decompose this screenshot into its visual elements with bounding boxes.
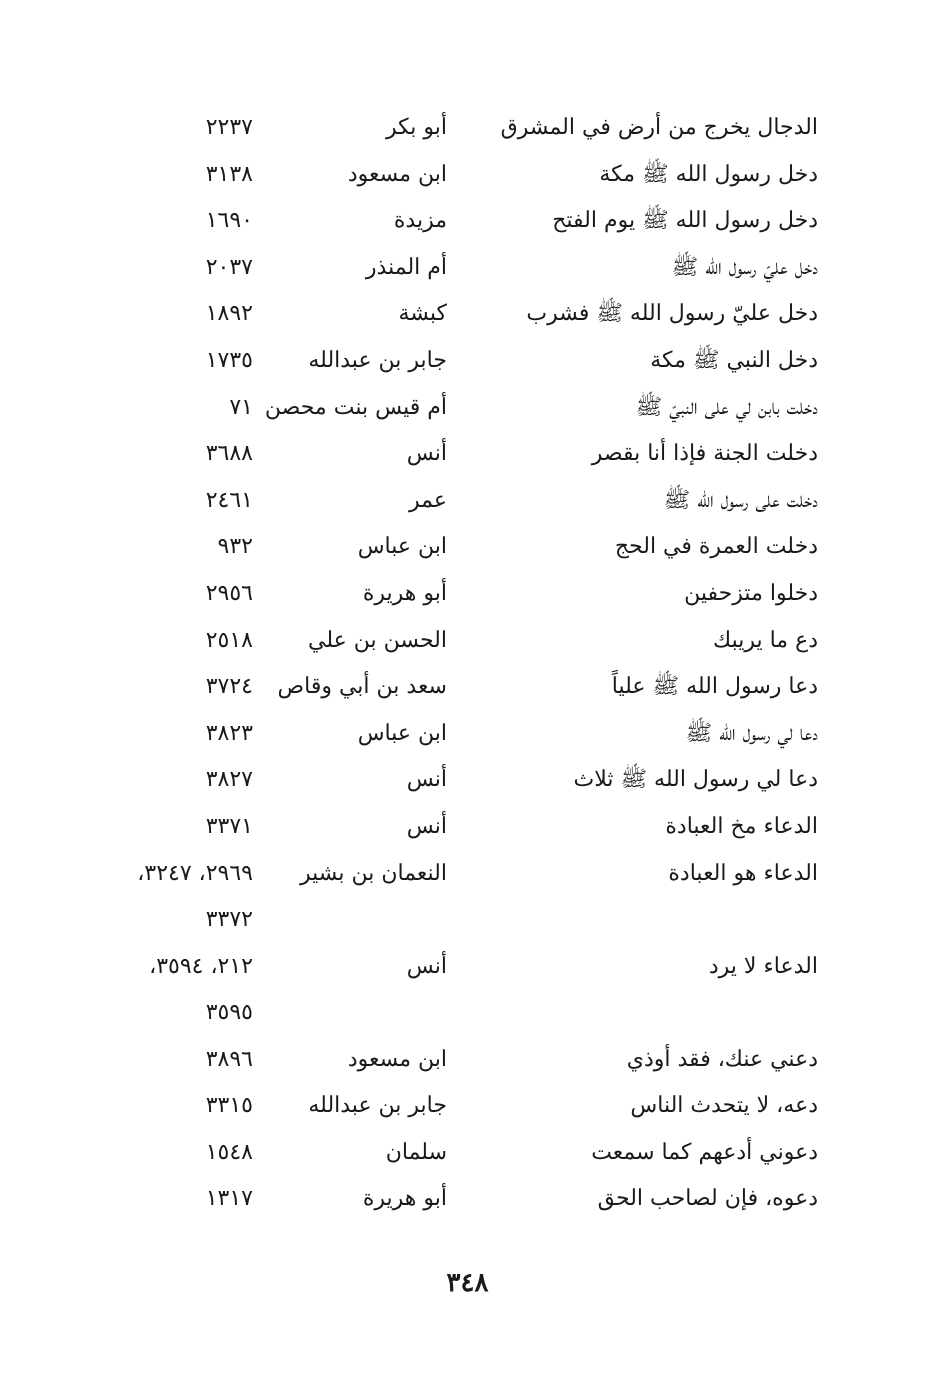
hadith-number: ٣٨٩٦ [205,1046,253,1072]
hadith-number: ٢٥١٨ [205,627,253,653]
narrator-name: كبشة [398,301,447,327]
index-row [0,851,935,944]
narrator-name: أنس [406,813,447,839]
narrator-name: عمر [409,487,447,513]
narrator-name: ابن مسعود [347,1046,447,1072]
hadith-number: ١٣١٧ [205,1186,253,1212]
hadith-text: الدعاء مخ العبادة [665,813,818,839]
index-row [0,152,935,199]
index-row [0,944,935,1037]
hadith-text: دعني عنك، فقد أوذي [626,1046,818,1072]
hadith-text: دعه، لا يتحدث الناس [630,1093,818,1119]
hadith-text: دخل عليّ رسول الله ﷺ فشرب [526,301,818,327]
hadith-text: دعا لي رسول الله ﷺ [685,720,818,746]
hadith-number: ٣٣٧١ [205,813,253,839]
narrator-name: الحسن بن علي [308,627,447,653]
hadith-text: دخلت العمرة في الحج [614,534,818,560]
narrator-name: أنس [406,441,447,467]
hadith-text: الدعاء هو العبادة [668,860,818,886]
index-row [0,757,935,804]
hadith-number: ٧١ [229,394,253,420]
hadith-number: ٢٩٦٩، ٣٢٤٧، ٣٣٧٢ [137,860,253,933]
index-row [0,618,935,665]
index-row [0,664,935,711]
hadith-text: دخلت على رسول الله ﷺ [663,487,818,513]
hadith-text: دخلوا متزحفين [684,580,818,606]
index-row [0,1083,935,1130]
narrator-name: سعد بن أبي وقاص [277,674,447,700]
hadith-text: دعا لي رسول الله ﷺ ثلاث [573,767,818,793]
hadith-text: دخل رسول الله ﷺ يوم الفتح [552,208,818,234]
narrator-name: أنس [406,767,447,793]
index-row [0,338,935,385]
narrator-name: النعمان بن بشير [299,860,447,886]
narrator-name: سلمان [385,1139,447,1165]
index-row [0,804,935,851]
narrator-name: مزيدة [393,208,447,234]
hadith-index-list [0,105,935,1223]
narrator-name: جابر بن عبدالله [308,1093,447,1119]
index-row [0,524,935,571]
hadith-text: دخل النبي ﷺ مكة [650,347,818,373]
index-row [0,711,935,758]
hadith-text: دخل رسول الله ﷺ مكة [599,161,818,187]
hadith-text: الدعاء لا يرد [708,953,818,979]
hadith-number: ١٧٣٥ [205,347,253,373]
index-row [0,105,935,152]
index-row [0,478,935,525]
narrator-name: أم المنذر [365,254,447,280]
hadith-text: دعا رسول الله ﷺ علياً [611,674,818,700]
hadith-text: دعوني أدعهم كما سمعت [591,1139,818,1165]
hadith-number: ١٦٩٠ [205,208,253,234]
index-row [0,1176,935,1223]
index-row [0,291,935,338]
narrator-name: أبو هريرة [362,580,447,606]
hadith-text: دخلت الجنة فإذا أنا بقصر [591,441,818,467]
hadith-text: دع ما يريبك [713,627,818,653]
narrator-name: جابر بن عبدالله [308,347,447,373]
hadith-text: الدجال يخرج من أرض في المشرق [500,115,818,140]
index-row [0,1037,935,1084]
page-number: ٣٤٨ [446,1268,489,1298]
index-row [0,571,935,618]
narrator-name: ابن مسعود [347,161,447,187]
hadith-number: ٣٣١٥ [205,1093,253,1119]
hadith-number: ٢١٢، ٣٥٩٤، ٣٥٩٥ [149,953,253,1026]
index-row [0,431,935,478]
hadith-text: دخل عليّ رسول الله ﷺ [671,254,818,280]
narrator-name: أم قيس بنت محصن [264,394,447,420]
hadith-number: ٢٢٣٧ [205,115,253,140]
hadith-number: ١٨٩٢ [205,301,253,327]
hadith-number: ٣٧٢٤ [205,674,253,700]
hadith-number: ٣٨٢٧ [205,767,253,793]
narrator-name: أبو هريرة [362,1186,447,1212]
hadith-text: دعوه، فإن لصاحب الحق [597,1186,818,1212]
hadith-number: ٢٩٥٦ [205,580,253,606]
index-row [0,1130,935,1177]
hadith-number: ٩٣٢ [217,534,253,560]
index-row [0,198,935,245]
hadith-number: ٣١٣٨ [205,161,253,187]
index-row [0,245,935,292]
narrator-name: أنس [406,953,447,979]
hadith-number: ٢٤٦١ [205,487,253,513]
narrator-name: ابن عباس [357,534,447,560]
narrator-name: ابن عباس [357,720,447,746]
hadith-number: ٣٦٨٨ [205,441,253,467]
hadith-number: ٢٠٣٧ [205,254,253,280]
hadith-number: ١٥٤٨ [205,1139,253,1165]
narrator-name: أبو بكر [385,115,447,140]
hadith-text: دخلت بابن لي على النبيّ ﷺ [635,394,818,420]
index-row [0,385,935,432]
hadith-number: ٣٨٢٣ [205,720,253,746]
